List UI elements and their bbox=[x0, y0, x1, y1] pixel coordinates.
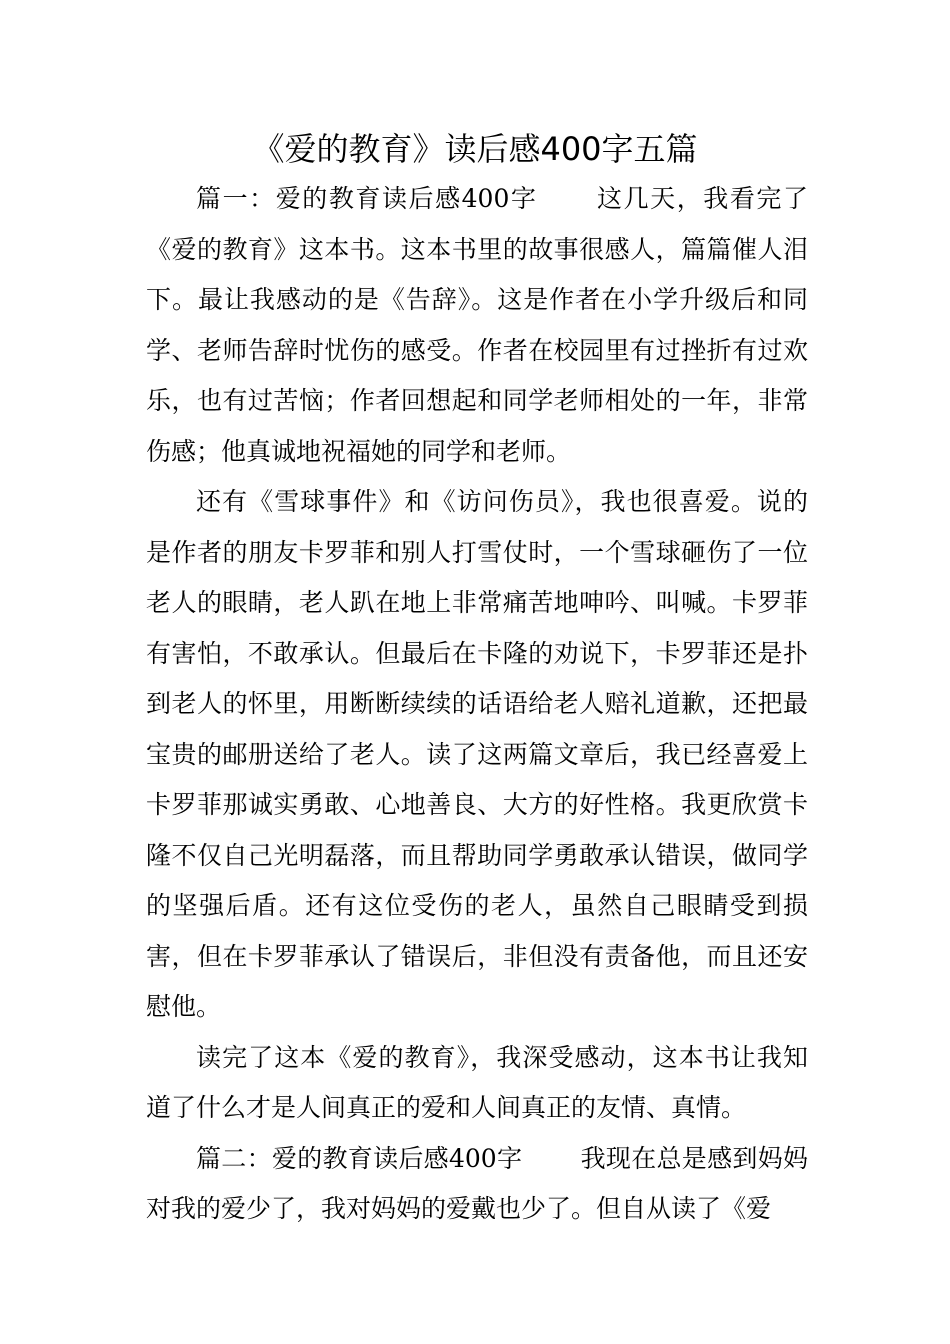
paragraph-1-heading: 篇一：爱的教育读后感400字 bbox=[196, 184, 538, 213]
paragraph-1 bbox=[146, 174, 808, 477]
paragraph-4 bbox=[146, 1134, 808, 1235]
paragraph-3-text: 读完了这本《爱的教育》，我深受感动，这本书让我知道了什么才是人间真正的爱和人间真正的友情、真情。 bbox=[146, 1042, 808, 1122]
paragraph-4-text: 我现在总是感到妈妈对我的爱少了，我对妈妈的爱戴也少了。但自从读了《爱 bbox=[146, 1143, 808, 1223]
document-title: 《爱的教育》读后感400字五篇 bbox=[252, 130, 698, 168]
document-body bbox=[146, 174, 808, 1235]
paragraph-2-text: 还有《雪球事件》和《访问伤员》，我也很喜爱。说的是作者的朋友卡罗菲和别人打雪仗时，一个雪球砸伤了一位老人的眼睛，老人趴在地上非常痛苦地呻吟、叫喊。卡罗菲有害怕，不敢承认。但最后在卡隆的劝说下，卡罗菲还是扑到老人的怀里，用断断续续的话语给老人赔礼道歉，还把最宝贵的邮册送给了老人。读了这两篇文章后，我已经喜爱上卡罗菲那诚实勇敢、心地善良、大方的好性格。我更欣赏卡隆不仅自己光明磊落，而且帮助同学勇敢承认错误，做同学的坚强后盾。还有这位受伤的老人，虽然自己眼睛受到损害，但在卡罗菲承认了错误后，非但没有责备他，而且还安慰他。 bbox=[146, 487, 808, 1021]
paragraph-1-text: 这几天，我看完了《爱的教育》这本书。这本书里的故事很感人，篇篇催人泪下。最让我感动的是《告辞》。这是作者在小学升级后和同学、老师告辞时忧伤的感受。作者在校园里有过挫折有过欢乐，也有过苦恼；作者回想起和同学老师相处的一年，非常伤感；他真诚地祝福她的同学和老师。 bbox=[146, 184, 808, 466]
paragraph-2 bbox=[146, 477, 808, 1033]
paragraph-4-heading: 篇二：爱的教育读后感400字 bbox=[196, 1143, 523, 1173]
paragraph-3 bbox=[146, 1033, 808, 1134]
